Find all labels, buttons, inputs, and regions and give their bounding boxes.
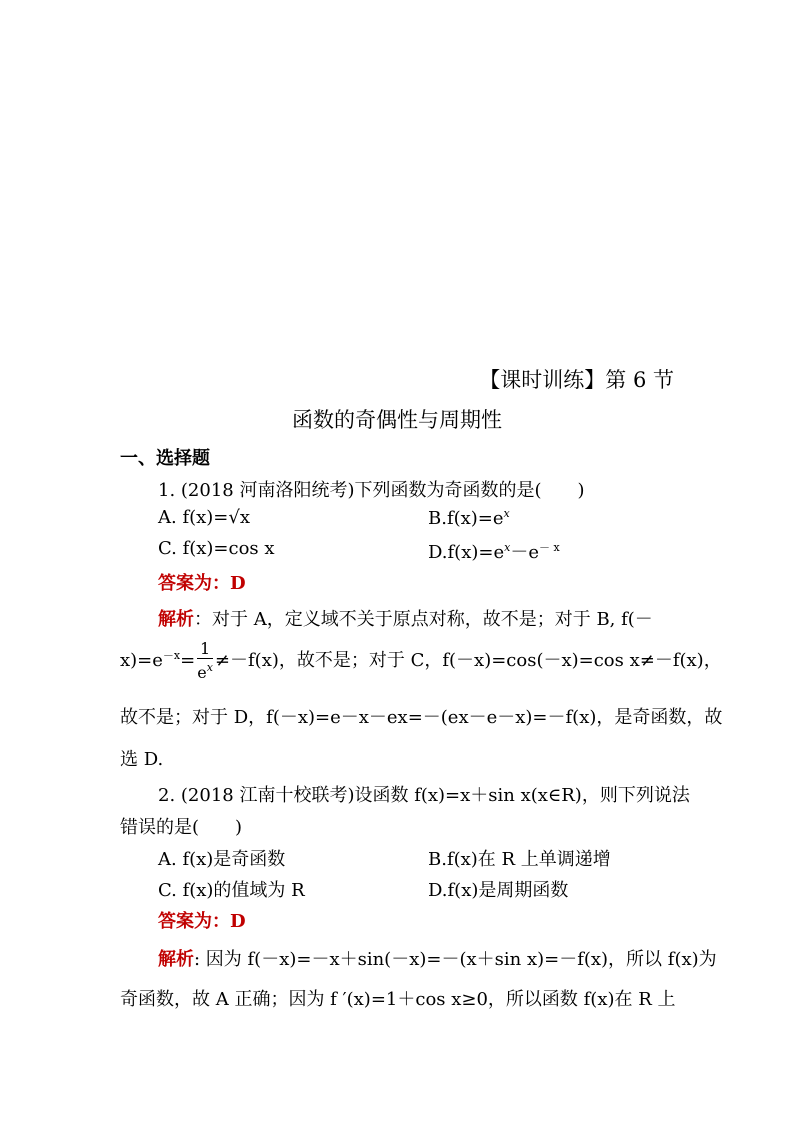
q2-options-row2 (158, 876, 674, 902)
q2-option-c: C. f(x)的值域为 R (158, 880, 305, 901)
q1-analysis-line2: $x)=e^{-x}=$ $\frac{1}{e^x}$ ≠－f(x)，故不是；对于 C，f(－x)=cos(－x)=cos x≠－f(x)， (120, 639, 722, 682)
q2-analysis-line2: 奇函数，故 A 正确；因为 f ′(x)=1＋cos x≥0，所以函数 f(x)在 R 上 (120, 989, 676, 1010)
q2-analysis-line1: 解析: 因为 f(－x)=－x＋sin(－x)=－(x＋sin x)=－f(x)，所以 f(x)为 (158, 949, 717, 970)
q1-answer: 答案为：D (158, 573, 246, 594)
q1-analysis-line1: 解析：对于 A，定义域不关于原点对称，故不是；对于 B, f(－ (158, 609, 653, 630)
q1-option-c: C. f(x)=cos x (158, 538, 275, 559)
fraction: $\frac{1}{e^x}$ (197, 639, 213, 682)
q1-options-row1 (158, 507, 674, 528)
q2-option-d: D.f(x)是周期函数 (428, 880, 569, 901)
q1-stem: 1. (2018 河南洛阳统考)下列函数为奇函数的是( ) (158, 480, 585, 501)
q1-analysis-line3: 故不是；对于 D，f(－x)=e－x－ex=－(ex－e－x)=－f(x)，是奇函数，故 (120, 707, 723, 728)
q1-options-row2 (158, 538, 674, 563)
q2-stem-line2: 错误的是( ) (120, 817, 243, 838)
q2-answer: 答案为：D (158, 911, 246, 932)
q2-stem-line1: 2. (2018 江南十校联考)设函数 f(x)=x＋sin x(x∈R)，则下列说法 (158, 785, 690, 806)
lesson-heading: 【课时训练】第 6 节 (479, 368, 674, 392)
q2-analysis-label: 解析 (158, 949, 194, 970)
q1-analysis-line4: 选 D. (120, 749, 164, 770)
q2-option-b: B.f(x)在 R 上单调递增 (428, 849, 611, 870)
section-heading: 一、选择题 (120, 448, 210, 469)
q2-option-a: A. f(x)是奇函数 (158, 849, 286, 870)
q1-option-b: $B.f(x)=e^x$ (428, 507, 510, 529)
q1-option-d: $D.f(x)=e^x-e^{- x}$ (428, 541, 560, 563)
page-title: 函数的奇偶性与周期性 (292, 408, 502, 432)
q2-options-row1 (158, 845, 674, 871)
q1-analysis-label: 解析 (158, 609, 194, 630)
q1-option-a: A. f(x)=√x (158, 507, 251, 528)
